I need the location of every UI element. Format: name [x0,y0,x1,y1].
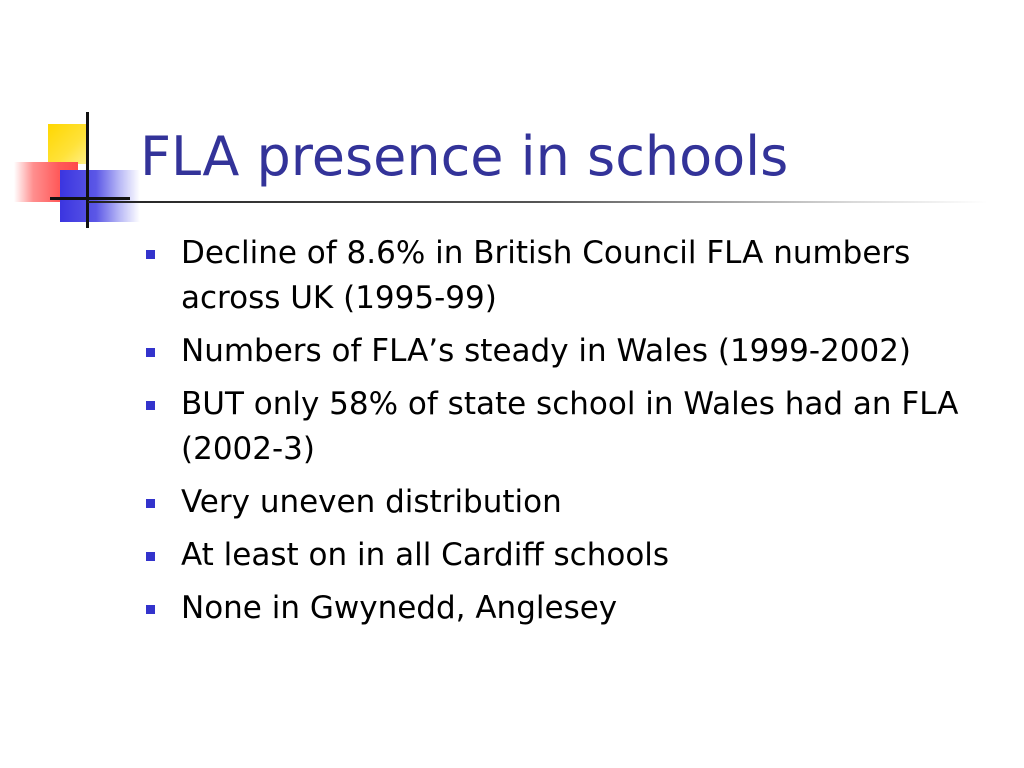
bullet-text: None in Gwynedd, Anglesey [181,590,618,626]
logo-yellow-square [48,124,88,164]
bullet-item [146,533,966,578]
bullet-text: Numbers of FLA’s steady in Wales (1999-2002) [181,333,912,369]
bullet-item [146,231,966,321]
square-bullet-icon [146,401,155,410]
bullet-item [146,382,966,472]
bullet-text: At least on in all Cardiff schools [181,537,670,573]
square-bullet-icon [146,250,155,259]
title-divider [88,201,988,203]
square-bullet-icon [146,499,155,508]
square-bullet-icon [146,552,155,561]
bullet-text: Very uneven distribution [181,484,562,520]
decorative-logo [0,0,150,240]
square-bullet-icon [146,605,155,614]
logo-vertical-line [86,112,89,228]
square-bullet-icon [146,348,155,357]
bullet-list [146,231,966,639]
bullet-item [146,586,966,631]
logo-blue-square [60,170,140,222]
bullet-item [146,329,966,374]
bullet-item [146,480,966,525]
slide-title: FLA presence in schools [140,125,789,188]
logo-horizontal-line [50,197,130,200]
bullet-text: Decline of 8.6% in British Council FLA numbers across UK (1995-99) [181,235,911,316]
bullet-text: BUT only 58% of state school in Wales had an FLA (2002-3) [181,386,959,467]
